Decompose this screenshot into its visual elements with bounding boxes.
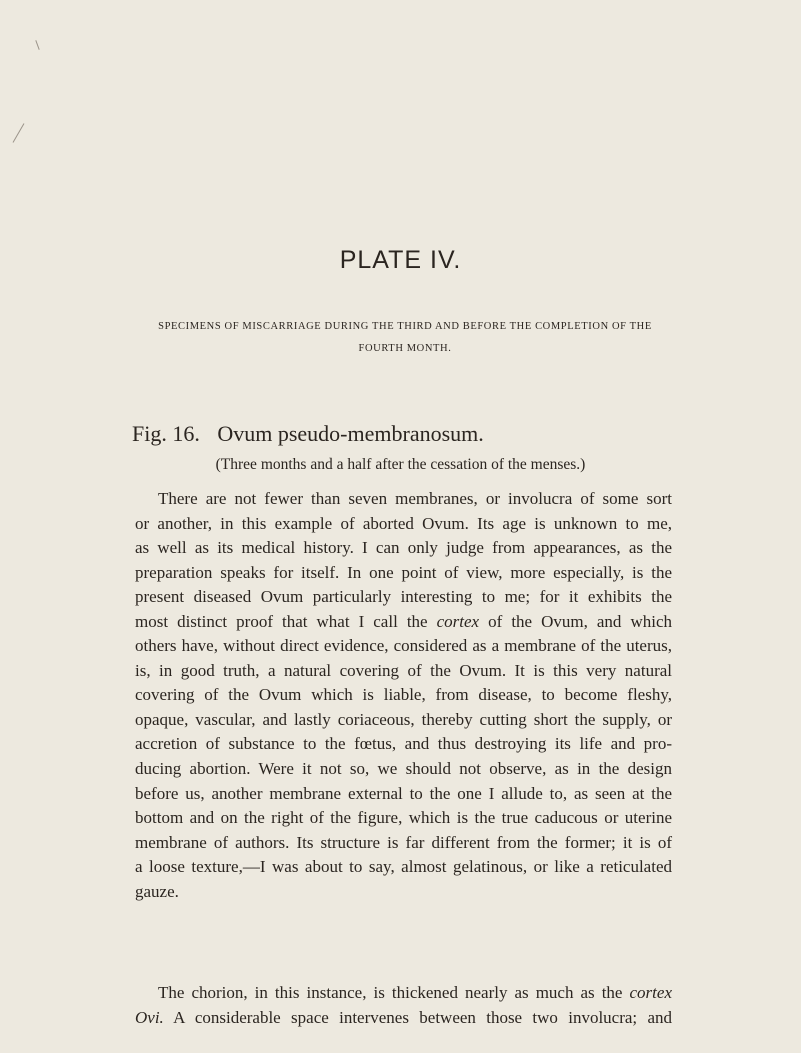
italic-term: cortex <box>629 983 672 1002</box>
text-line: membrane of authors. Its structure is far different from the former; it is of <box>135 832 672 852</box>
text-line <box>135 610 672 635</box>
text-line: others have, without direct evidence, considered as a membrane of the uterus, <box>135 636 672 656</box>
body-paragraph <box>135 487 672 904</box>
text-line: There are not fewer than seven membranes, or involucra of some sort <box>158 489 672 508</box>
italic-term: Ovi. <box>135 1007 164 1027</box>
text-line: or another, in this example of aborted Ovum. Its age is unknown to me, <box>135 513 672 533</box>
plate-subtitle <box>100 316 710 360</box>
italic-term: cortex <box>436 611 480 631</box>
plate-title: PLATE IV. <box>339 246 462 274</box>
text-run: The chorion, in this instance, is thickened nearly as much as the <box>158 983 630 1002</box>
text-run: most distinct proof that what I call the <box>135 611 437 631</box>
text-run: of the Ovum, and which <box>479 611 672 631</box>
text-line: accretion of substance to the fœtus, and thus destroying its life and pro- <box>135 734 672 754</box>
text-line: ducing abortion. Were it not so, we should not observe, as in the design <box>135 759 672 779</box>
text-line: preparation speaks for itself. In one point of view, more especially, is the <box>135 562 672 582</box>
text-line: gauze. <box>135 881 179 901</box>
text-line: bottom and on the right of the figure, which is the true caducous or uterine <box>135 808 672 828</box>
text-line: present diseased Ovum particularly interesting to me; for it exhibits the <box>135 587 672 607</box>
text-line <box>135 1006 672 1031</box>
body-paragraph <box>135 981 672 1030</box>
page-scratch-mark <box>13 123 25 143</box>
figure-number: 16. <box>172 421 200 446</box>
text-line: a loose texture,—I was about to say, almost gelatinous, or like a reticulated <box>135 857 672 877</box>
text-line: opaque, vascular, and lastly coriaceous, thereby cutting short the supply, or <box>135 709 672 729</box>
text-line: covering of the Ovum which is liable, from disease, to become fleshy, <box>135 685 672 705</box>
text-run: A considerable space intervenes between those two involucra; and <box>163 1007 672 1027</box>
subtitle-line: FOURTH MONTH. <box>358 343 452 354</box>
text-line: before us, another membrane external to the one I allude to, as seen at the <box>135 783 672 803</box>
text-line: as well as its medical history. I can only judge from appearances, as the <box>135 538 672 558</box>
text-line <box>135 981 672 1006</box>
figure-title: Ovum pseudo-membranosum. <box>217 421 484 446</box>
text-line: is, in good truth, a natural covering of the Ovum. It is this very natural <box>135 660 672 680</box>
figure-heading <box>132 421 484 447</box>
page-scratch-mark <box>35 40 39 50</box>
figure-prefix: Fig. <box>132 421 167 446</box>
subtitle-line: SPECIMENS OF MISCARRIAGE DURING THE THIRD AND BEFORE THE COMPLETION OF THE <box>158 321 652 332</box>
figure-note: (Three months and a half after the cessation of the menses.) <box>215 456 586 473</box>
